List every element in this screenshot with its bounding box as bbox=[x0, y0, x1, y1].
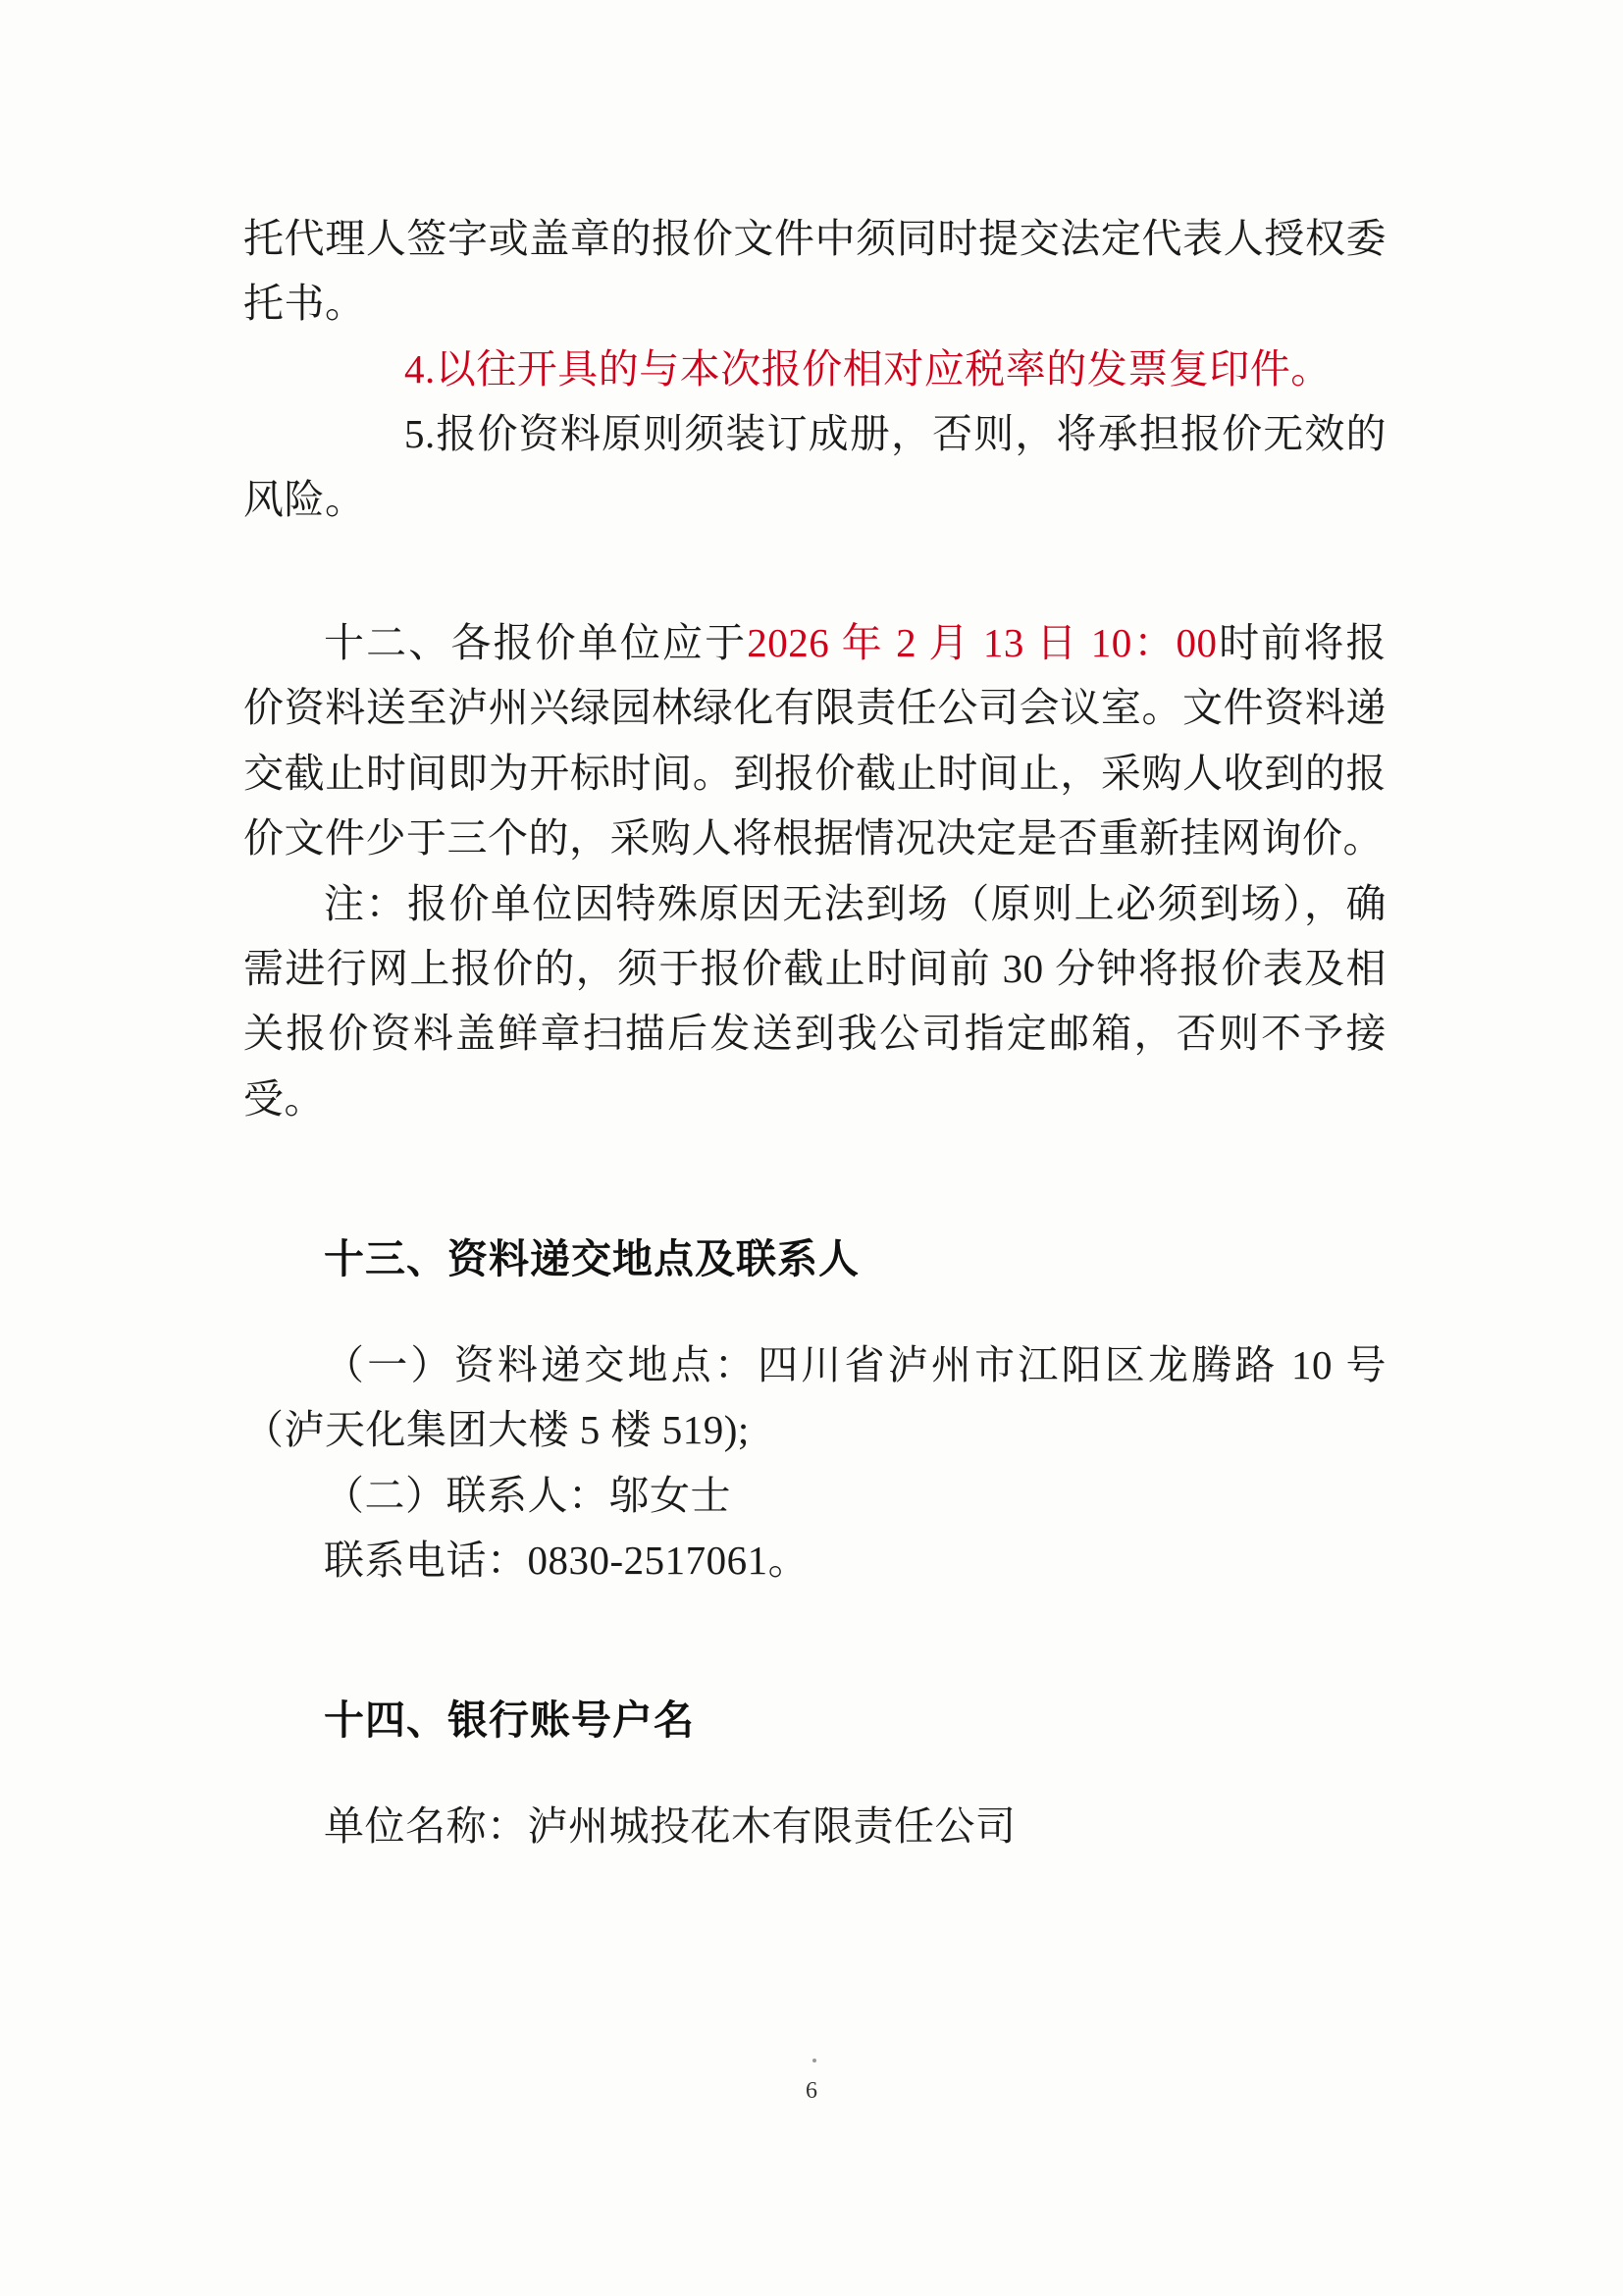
list-item-5-number: 5. bbox=[404, 411, 436, 457]
list-item-5 bbox=[243, 401, 1387, 532]
section-14-heading: 十四、银行账号户名 bbox=[324, 1696, 695, 1745]
list-item-4-text: 以往开具的与本次报价相对应税率的发票复印件。 bbox=[435, 345, 1332, 391]
section-13-heading: 十三、资料递交地点及联系人 bbox=[324, 1235, 860, 1283]
section-12-rest: 时前将报价资料送至泸州兴绿园林绿化有限责任公司会议室。文件资料递交截止时间即为开标时间。到报价截止时间止，采购人收到的报价文件少于三个的，采购人将根据情况决定是否重新挂网询价。 bbox=[243, 620, 1387, 861]
list-item-5-text: 报价资料原则须装订成册，否则，将承担报价无效的风险。 bbox=[243, 411, 1387, 522]
page-number: 6 bbox=[806, 2078, 817, 2104]
section-13-address: （一）资料递交地点：四川省泸州市江阳区龙腾路 10 号（泸天化集团大楼 5 楼 519); bbox=[243, 1341, 1387, 1453]
section-13-contact-person: （二）联系人：邬女士 bbox=[324, 1472, 731, 1518]
spacer bbox=[243, 1131, 1387, 1186]
section-12-deadline-datetime: 2026 年 2 月 13 日 10：00 bbox=[747, 620, 1218, 666]
paragraph-continuation: 托代理人签字或盖章的报价文件中须同时提交法定代表人授权委托书。 bbox=[243, 216, 1387, 327]
section-13-contact-phone: 联系电话：0830-2517061。 bbox=[324, 1537, 810, 1583]
section-12-lead: 十二、各报价单位应于 bbox=[324, 620, 748, 666]
print-dot-mark bbox=[812, 2059, 816, 2062]
document-body bbox=[243, 206, 1387, 1858]
list-item-4-number: 4. bbox=[404, 345, 436, 391]
section-14-company-name: 单位名称：泸州城投花木有限责任公司 bbox=[324, 1802, 1017, 1849]
spacer bbox=[243, 532, 1387, 610]
section-12-paragraph bbox=[243, 610, 1387, 871]
list-item-4 bbox=[243, 337, 1387, 401]
section-12-note: 注：报价单位因特殊原因无法到场（原则上必须到场），确需进行网上报价的，须于报价截止时间前 30 分钟将报价表及相关报价资料盖鲜章扫描后发送到我公司指定邮箱，否则不予接受。 bbox=[243, 880, 1387, 1122]
spacer bbox=[243, 1592, 1387, 1647]
